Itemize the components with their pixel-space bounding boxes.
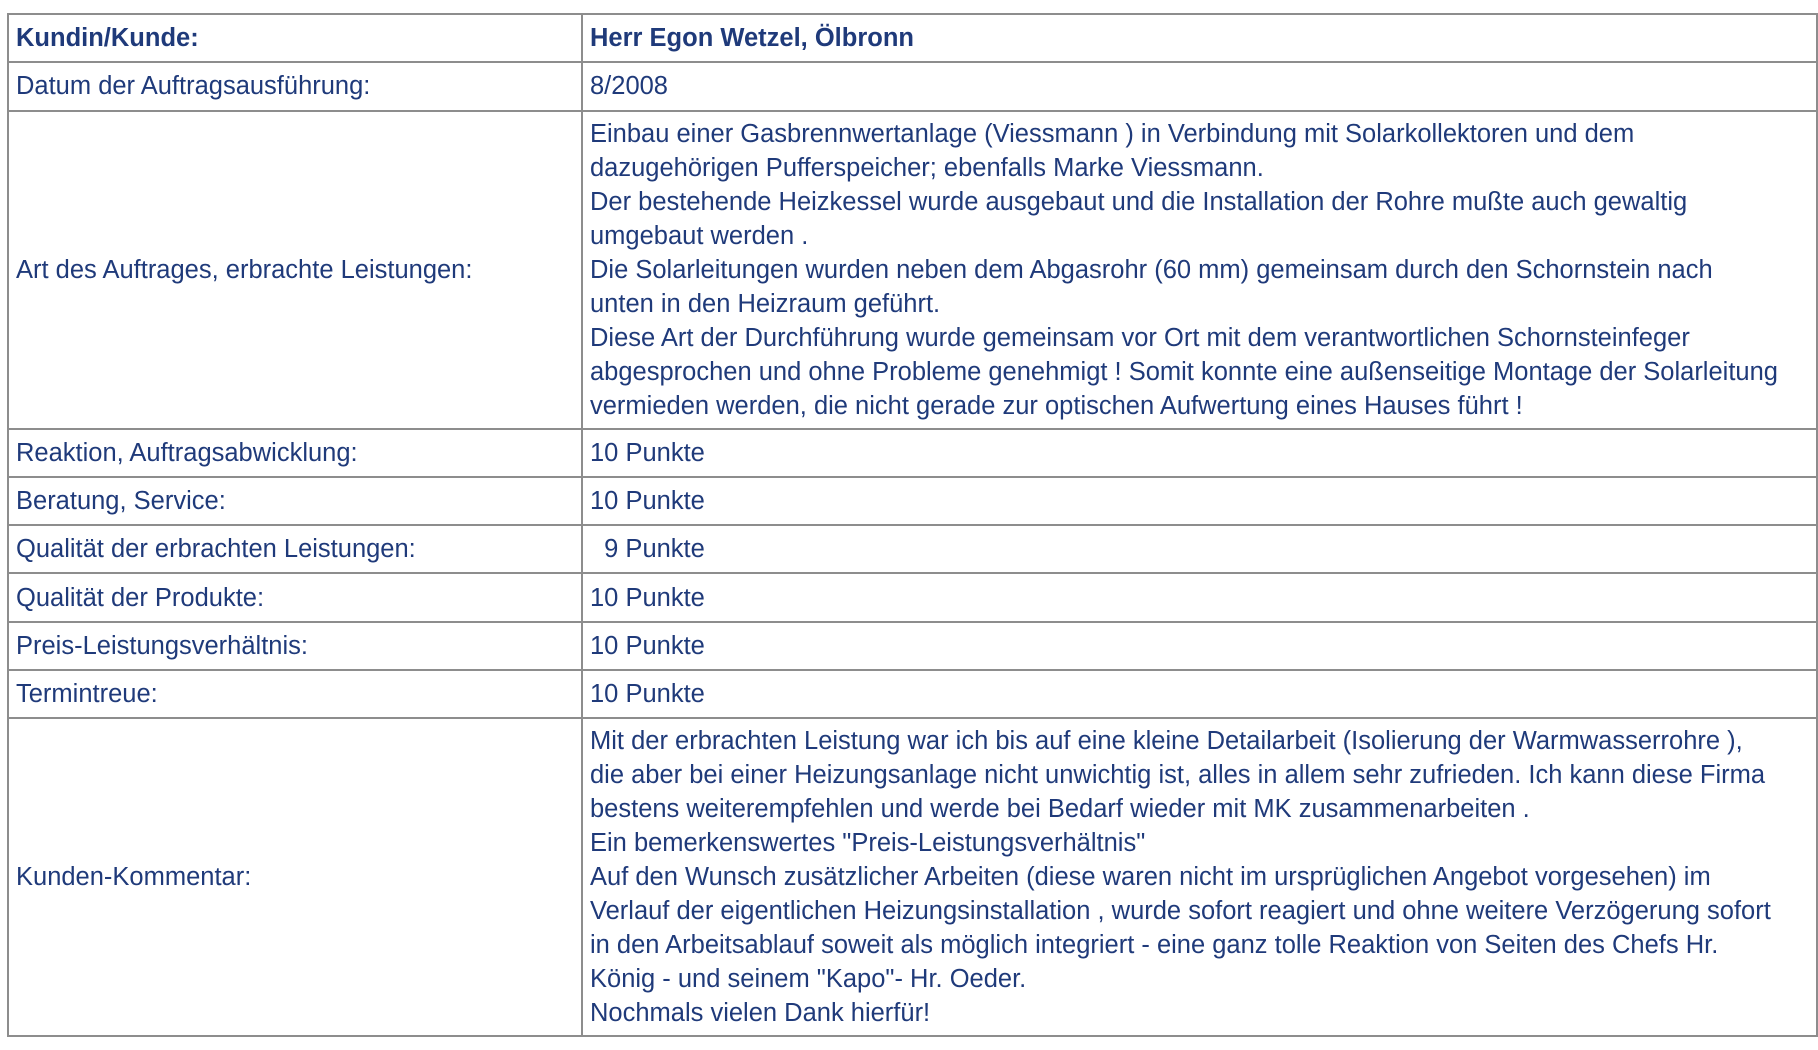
comment-row (8, 718, 1817, 1036)
rating-label: Qualität der Produkte: (8, 573, 582, 621)
comment-line: König - und seinem "Kapo"- Hr. Oeder. (590, 965, 1027, 994)
rating-value: 9 Punkte (582, 525, 1817, 573)
order-line: vermieden werden, die nicht gerade zur optischen Aufwertung eines Hauses führt ! (590, 391, 1523, 420)
order-line: Einbau einer Gasbrennwertanlage (Viessmann ) in Verbindung mit Solarkollektoren und dem (590, 119, 1635, 148)
date-value: 8/2008 (582, 62, 1817, 110)
comment-line: Auf den Wunsch zusätzlicher Arbeiten (diese waren nicht im ursprüglichen Angebot vorgesehen) im (590, 863, 1711, 892)
rating-value: 10 Punkte (582, 477, 1817, 525)
comment-line: Verlauf der eigentlichen Heizungsinstallation , wurde sofort reagiert und ohne weitere Verzögerung sofort (590, 897, 1771, 926)
rating-row (8, 477, 1817, 525)
comment-line: Ein bemerkenswertes "Preis-Leistungsverhältnis" (590, 829, 1146, 858)
order-row (8, 111, 1817, 429)
comment-line: Nochmals vielen Dank hierfür! (590, 999, 931, 1028)
rating-label: Preis-Leistungsverhältnis: (8, 622, 582, 670)
order-description (582, 111, 1817, 429)
rating-row (8, 429, 1817, 477)
rating-row (8, 573, 1817, 621)
rating-value: 10 Punkte (582, 622, 1817, 670)
rating-value: 10 Punkte (582, 573, 1817, 621)
date-row (8, 62, 1817, 110)
rating-label: Beratung, Service: (8, 477, 582, 525)
date-label: Datum der Auftragsausführung: (8, 62, 582, 110)
rating-row (8, 525, 1817, 573)
order-label: Art des Auftrages, erbrachte Leistungen: (8, 111, 582, 429)
order-line: umgebaut werden . (590, 221, 809, 250)
comment-text (582, 718, 1817, 1036)
order-line: Diese Art der Durchführung wurde gemeinsam vor Ort mit dem verantwortlichen Schornsteinfeger (590, 323, 1690, 352)
rating-label: Reaktion, Auftragsabwicklung: (8, 429, 582, 477)
rating-value: 10 Punkte (582, 670, 1817, 718)
order-line: abgesprochen und ohne Probleme genehmigt ! Somit konnte eine außenseitige Montage der Solarleitung (590, 357, 1778, 386)
rating-row (8, 622, 1817, 670)
comment-line: bestens weiterempfehlen und werde bei Bedarf wieder mit MK zusammenarbeiten . (590, 795, 1530, 824)
comment-label: Kunden-Kommentar: (8, 718, 582, 1036)
order-line: unten in den Heizraum geführt. (590, 289, 941, 318)
order-line: Der bestehende Heizkessel wurde ausgebaut und die Installation der Rohre mußte auch gewaltig (590, 187, 1688, 216)
customer-row (8, 14, 1817, 62)
customer-label: Kundin/Kunde: (8, 14, 582, 62)
rating-label: Qualität der erbrachten Leistungen: (8, 525, 582, 573)
rating-row (8, 670, 1817, 718)
reference-table (7, 13, 1818, 1037)
order-line: dazugehörigen Pufferspeicher; ebenfalls Marke Viessmann. (590, 153, 1264, 182)
rating-value: 10 Punkte (582, 429, 1817, 477)
comment-line: in den Arbeitsablauf soweit als möglich integriert - eine ganz tolle Reaktion von Seiten des Chefs Hr. (590, 931, 1719, 960)
rating-label: Termintreue: (8, 670, 582, 718)
order-line: Die Solarleitungen wurden neben dem Abgasrohr (60 mm) gemeinsam durch den Schornstein nach (590, 255, 1713, 284)
customer-value: Herr Egon Wetzel, Ölbronn (582, 14, 1817, 62)
comment-line: die aber bei einer Heizungsanlage nicht unwichtig ist, alles in allem sehr zufrieden. Ich kann diese Firma (590, 761, 1766, 790)
comment-line: Mit der erbrachten Leistung war ich bis auf eine kleine Detailarbeit (Isolierung der Warmwasserrohre ), (590, 727, 1743, 756)
